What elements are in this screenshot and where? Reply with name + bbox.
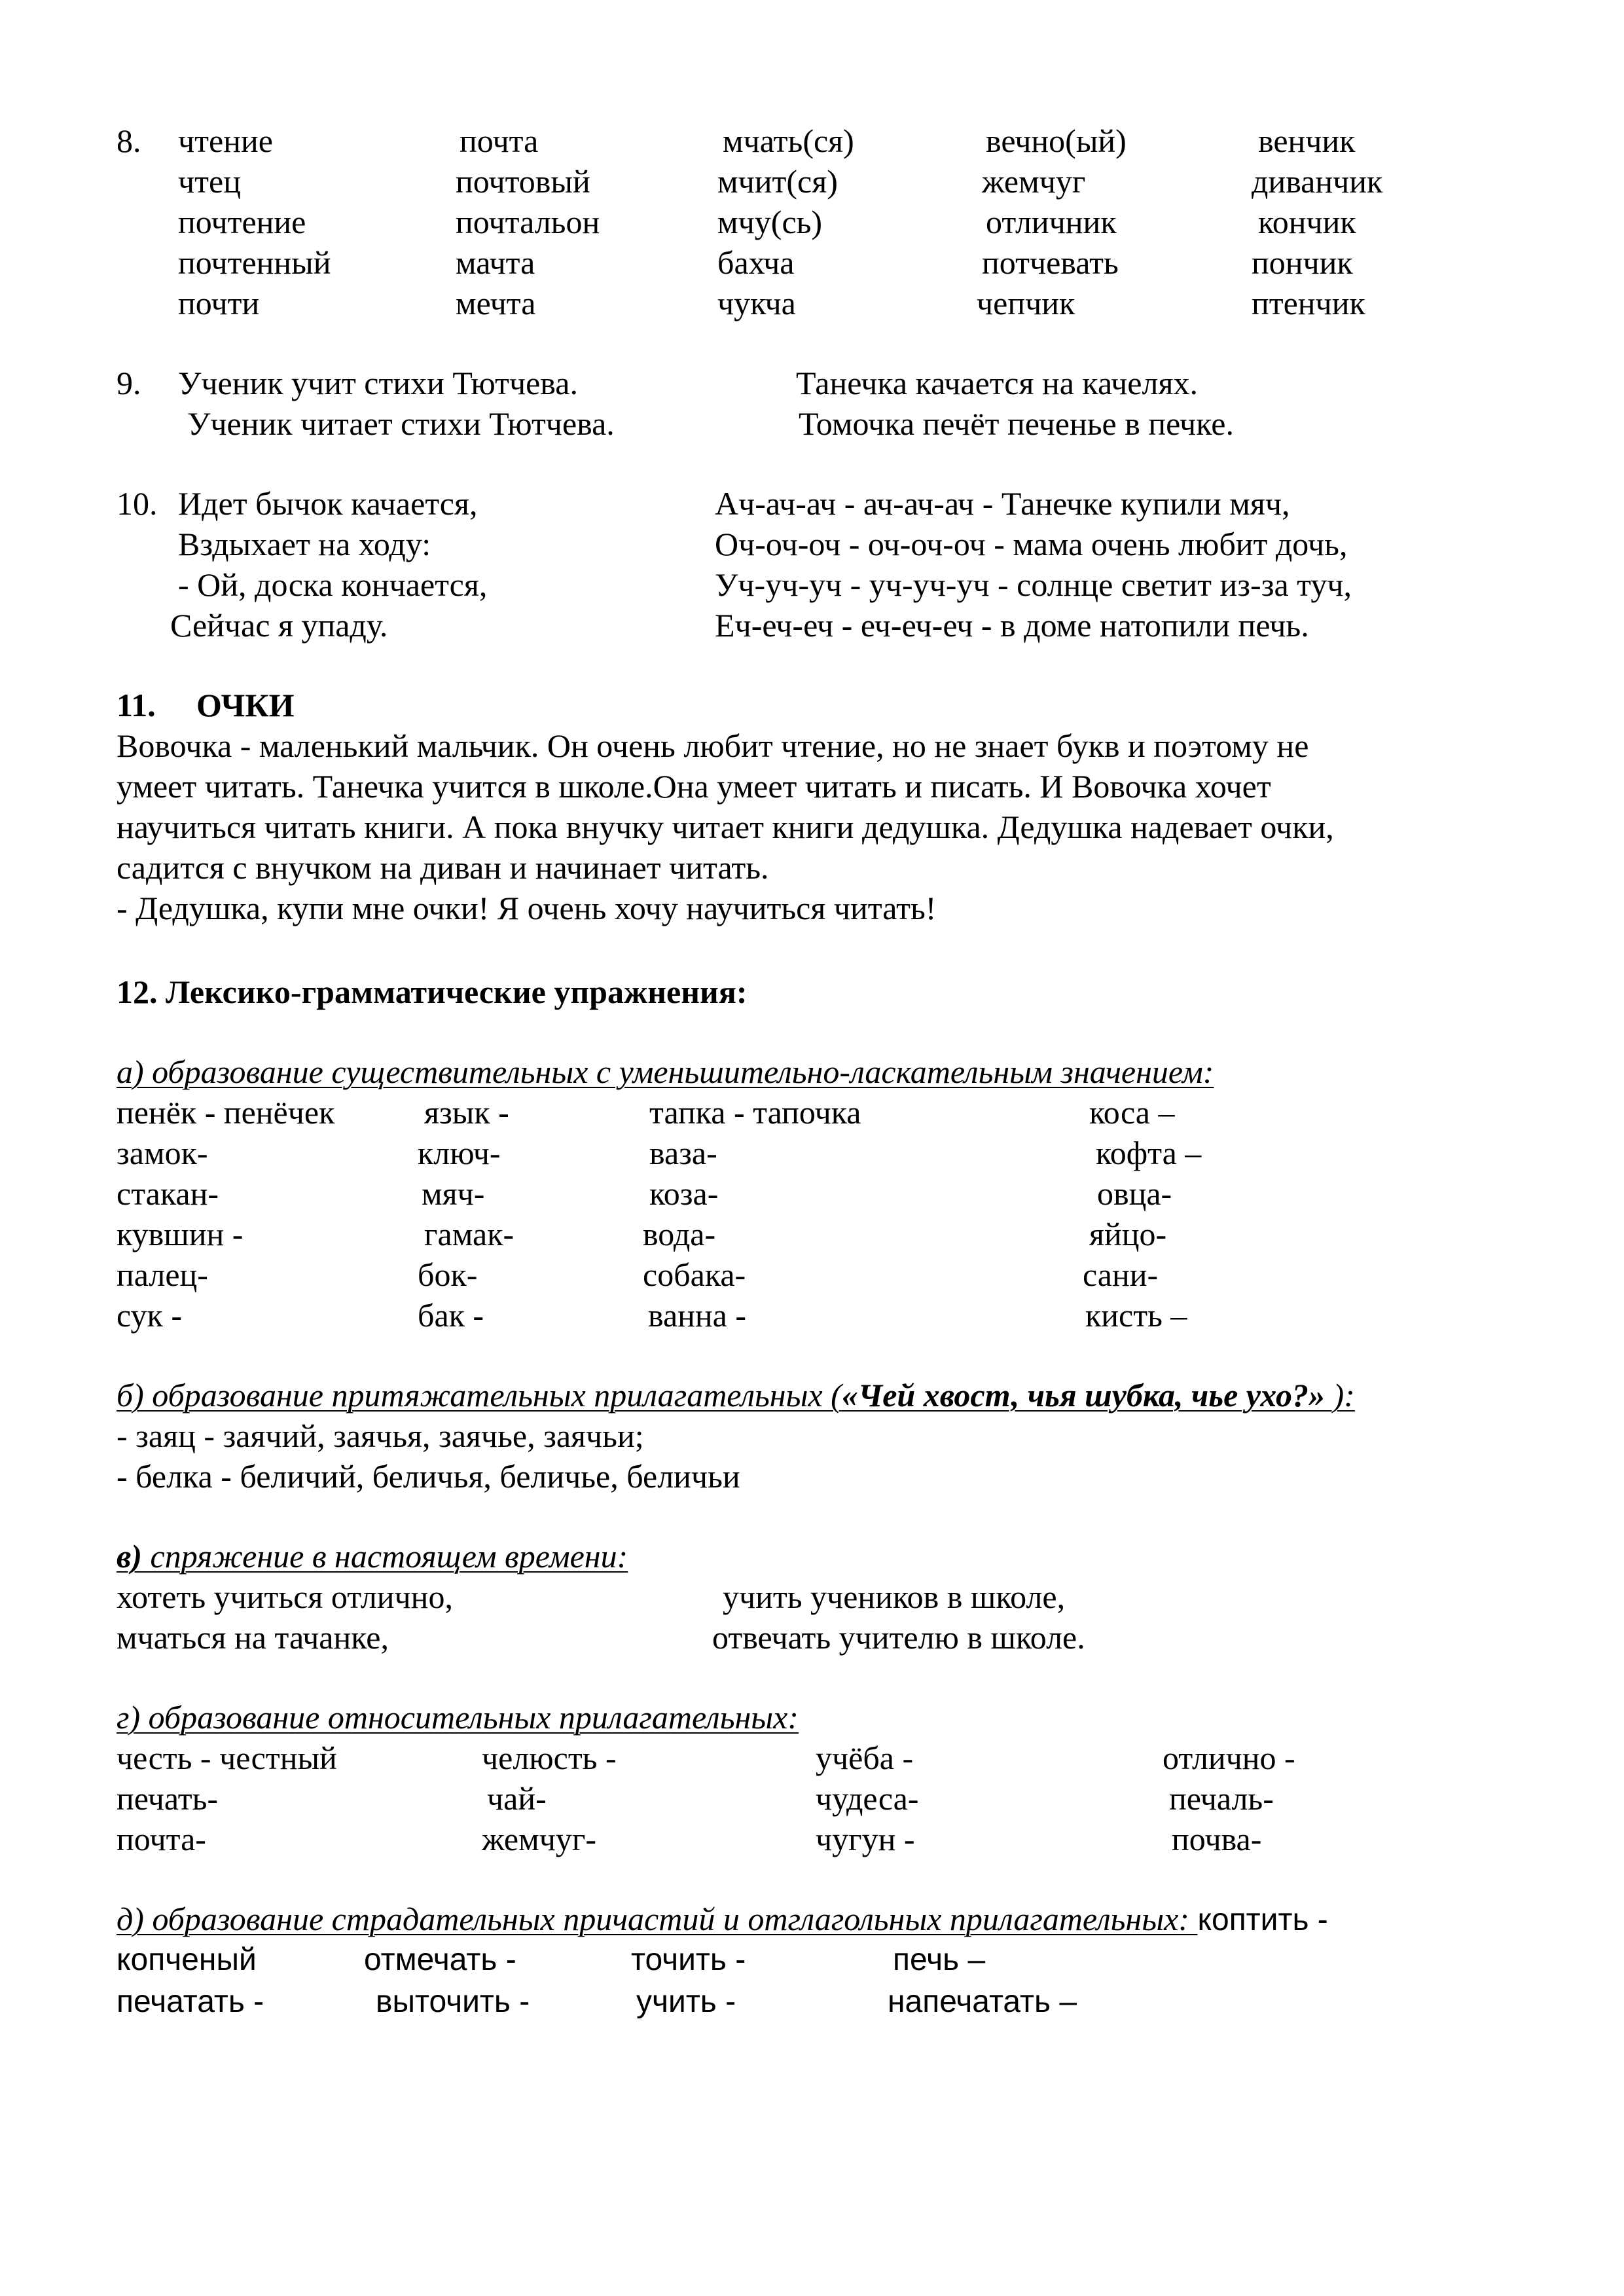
tongue-twister-line: Ач-ач-ач - ач-ач-ач - Танечке купили мяч, [715, 485, 1290, 522]
story-text [117, 725, 1478, 928]
section-11-number: 11. [117, 687, 156, 723]
word: печать- [117, 1780, 219, 1817]
word: почти [178, 285, 260, 321]
word: отлично - [1163, 1740, 1295, 1776]
section-8-number: 8. [117, 122, 141, 159]
exercise-g-heading: г) образование относительных прилагательных: [117, 1699, 799, 1736]
section-10-number: 10. [117, 485, 158, 522]
word: кофта – [1096, 1135, 1202, 1171]
word: мчу(сь) [717, 204, 823, 240]
word: ключ- [418, 1135, 501, 1171]
word: чудеса- [816, 1780, 919, 1817]
sentence: Ученик читает стихи Тютчева. [187, 405, 615, 442]
word: вечно(ый) [986, 122, 1127, 159]
example-line: - белка - беличий, беличья, беличье, беличьи [117, 1458, 740, 1495]
poem-line: Идет бычок качается, [178, 485, 478, 522]
story-line: Вовочка - маленький мальчик. Он очень любит чтение, но не знает букв и поэтому не [117, 727, 1309, 764]
word: отмечать - [364, 1942, 516, 1977]
sentence: Томочка печёт печенье в печке. [799, 405, 1234, 442]
word: гамак- [424, 1216, 514, 1252]
word: чугун - [816, 1821, 915, 1857]
word: почта- [117, 1821, 206, 1857]
word: точить - [631, 1942, 746, 1977]
word: птенчик [1252, 285, 1365, 321]
word: вода- [643, 1216, 716, 1252]
word: мечта [456, 285, 536, 321]
tongue-twister-line: Оч-оч-оч - оч-оч-оч - мама очень любит дочь, [715, 526, 1348, 562]
word: жемчуг- [482, 1821, 597, 1857]
word: чтец [178, 163, 241, 200]
phrase: учить учеников в школе, [723, 1578, 1066, 1615]
word: почта [460, 122, 539, 159]
word: бак - [418, 1297, 484, 1334]
word: коса – [1089, 1094, 1175, 1131]
exercise-b-heading-question: «Чей хвост, чья шубка, чье ухо?» [841, 1377, 1326, 1413]
word: отличник [986, 204, 1117, 240]
word: почва- [1172, 1821, 1262, 1857]
story-line: научиться читать книги. А пока внучку читает книги дедушка. Дедушка надевает очки, [117, 809, 1334, 845]
exercise-d-heading [117, 1903, 1328, 1936]
word: ванна - [648, 1297, 746, 1334]
word: стакан- [117, 1175, 219, 1212]
exercise-b-heading-suffix: ): [1325, 1377, 1355, 1413]
sentence: Ученик учит стихи Тютчева. [178, 365, 578, 401]
word: чтение [178, 122, 273, 159]
word: чукча [717, 285, 796, 321]
exercise-d-heading-text: д) образование страдательных причастий и отглагольных прилагательных: [117, 1901, 1198, 1937]
word: почтальон [456, 204, 600, 240]
poem-line: Вздыхает на ходу: [178, 526, 431, 562]
phrase: хотеть учиться отлично, [117, 1578, 453, 1615]
word: диванчик [1252, 163, 1383, 200]
word: кувшин - [117, 1216, 244, 1252]
section-11-title: ОЧКИ [196, 687, 295, 723]
word: чай- [487, 1780, 547, 1817]
word: выточить - [376, 1984, 530, 2019]
story-line: - Дедушка, купи мне очки! Я очень хочу научиться читать! [117, 890, 937, 926]
word: мяч- [422, 1175, 485, 1212]
story-line: умеет читать. Танечка учится в школе.Она умеет читать и писать. И Вовочка хочет [117, 768, 1271, 805]
word: учить - [636, 1984, 736, 2019]
word: пенёк - пенёчек [117, 1094, 335, 1131]
word: кисть – [1085, 1297, 1187, 1334]
word: овца- [1097, 1175, 1172, 1212]
example-line: - заяц - заячий, заячья, заячье, заячьи; [117, 1417, 644, 1454]
sentence: Танечка качается на качелях. [796, 365, 1198, 401]
word: мчит(ся) [717, 163, 838, 200]
phrase: отвечать учителю в школе. [712, 1619, 1085, 1656]
word: учёба - [816, 1740, 914, 1776]
word: почтовый [456, 163, 590, 200]
story-line: садится с внучком на диван и начинает читать. [117, 849, 769, 886]
exercise-b-heading-prefix: б) образование притяжательных прилагательных ( [117, 1377, 842, 1413]
word: мчать(ся) [723, 122, 854, 159]
exercise-a-heading: а) образование существительных с уменьшительно-ласкательным значением: [117, 1053, 1214, 1090]
word: честь - честный [117, 1740, 337, 1776]
word: сук - [117, 1297, 182, 1334]
word: тапка - тапочка [649, 1094, 861, 1131]
word: замок- [117, 1135, 208, 1171]
word: собака- [643, 1256, 746, 1293]
word: ваза- [649, 1135, 717, 1171]
word: чепчик [977, 285, 1075, 321]
exercise-v-heading-text: спряжение в настоящем времени: [142, 1538, 628, 1575]
tongue-twister-line: Еч-еч-еч - еч-еч-еч - в доме натопили печь. [715, 607, 1309, 644]
word: почтенный [178, 244, 331, 281]
exercise-v-letter: в) [117, 1538, 142, 1575]
word: язык - [424, 1094, 509, 1131]
word: сани- [1083, 1256, 1159, 1293]
word: челюсть - [482, 1740, 617, 1776]
section-12-title: 12. Лексико-грамматические упражнения: [117, 974, 748, 1010]
word: палец- [117, 1256, 208, 1293]
word: жемчуг [982, 163, 1086, 200]
poem-line: Сейчас я упаду. [170, 607, 388, 644]
word: копченый [117, 1942, 257, 1977]
word: кончик [1258, 204, 1356, 240]
word: печь – [893, 1942, 986, 1977]
word: яйцо- [1089, 1216, 1167, 1252]
word: напечатать – [888, 1984, 1077, 2019]
word: венчик [1258, 122, 1356, 159]
tongue-twister-line: Уч-уч-уч - уч-уч-уч - солнце светит из-за туч, [715, 566, 1352, 603]
word: почтение [178, 204, 306, 240]
word: пончик [1252, 244, 1353, 281]
poem-line: - Ой, доска кончается, [178, 566, 488, 603]
word: бахча [717, 244, 795, 281]
word: печаль- [1169, 1780, 1274, 1817]
word: мачта [456, 244, 535, 281]
word: коза- [649, 1175, 719, 1212]
exercise-d-first-word: коптить - [1197, 1903, 1328, 1937]
phrase: мчаться на тачанке, [117, 1619, 389, 1656]
word: потчевать [982, 244, 1119, 281]
exercise-b-heading [117, 1379, 1355, 1412]
exercise-v-heading [117, 1540, 628, 1573]
word: печатать - [117, 1984, 264, 2019]
section-9-number: 9. [117, 365, 141, 401]
word: бок- [418, 1256, 478, 1293]
